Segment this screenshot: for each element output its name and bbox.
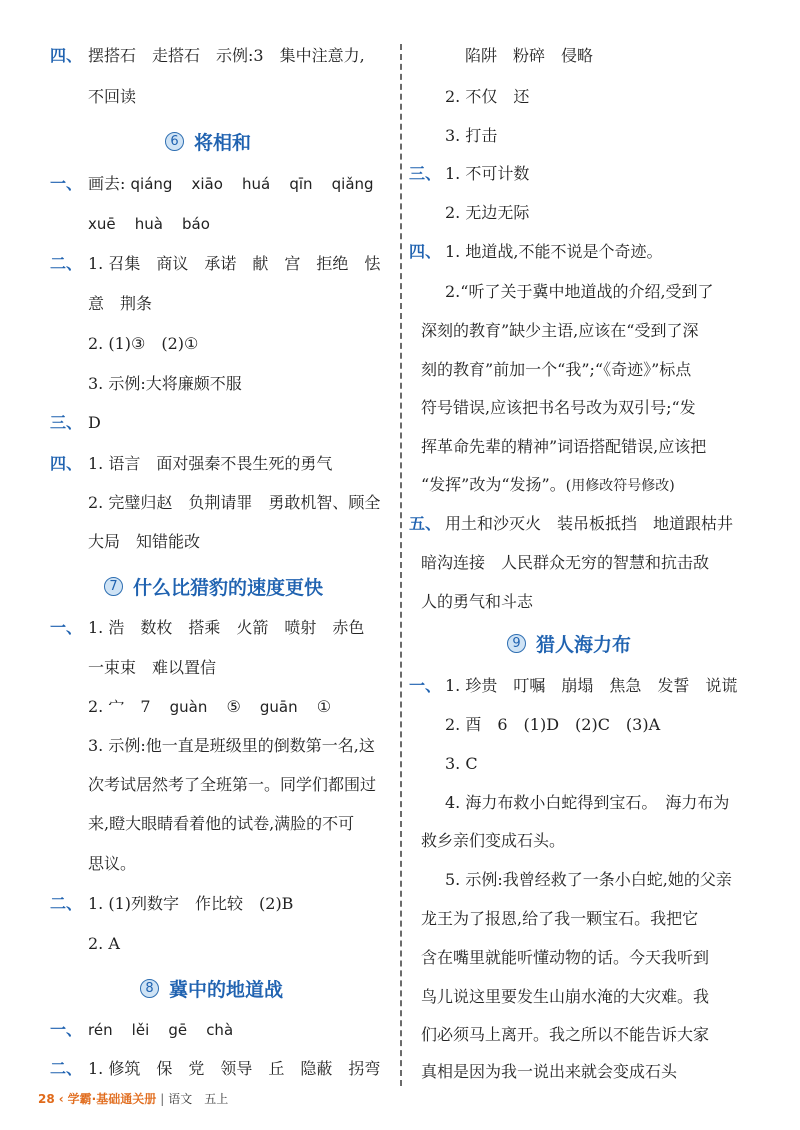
answer-line: 真相是因为我一说出来就会变成石头 <box>421 1062 678 1081</box>
lesson-number-badge: 9 <box>507 634 526 653</box>
answer-line: 刻的教育”前加一个“我”;“《奇迹》”标点 <box>421 360 692 379</box>
answer-line: 思议。 <box>88 854 137 873</box>
page-footer <box>38 1090 228 1107</box>
answer-text: ⑤ <box>226 697 241 716</box>
answer-line: 3. 打击 <box>445 126 498 145</box>
answer-line: 龙王为了报恩,给了我一颗宝石。我把它 <box>421 909 699 928</box>
pinyin: chà <box>206 1021 234 1039</box>
section-label: 一、 <box>50 174 83 193</box>
answer-line: 人的勇气和斗志 <box>421 592 534 611</box>
answer-line: 2. 不仅 还 <box>445 87 530 106</box>
section-label: 四、 <box>50 454 83 473</box>
section-label: 五、 <box>409 514 442 533</box>
answer-line: 3. C <box>445 754 478 773</box>
answer-line <box>88 174 374 194</box>
answer-line: 2.“听了关于冀中地道战的介绍,受到了 <box>445 282 714 301</box>
answer-line: 2. (1)③ (2)① <box>88 334 199 353</box>
answer-line: 4. 海力布救小白蛇得到宝石。 海力布为 <box>445 793 730 812</box>
answer-line: 1. 珍贵 叮嘱 崩塌 焦急 发誓 说谎 <box>445 676 738 695</box>
section-label: 二、 <box>50 254 83 273</box>
pinyin: guàn <box>169 698 208 716</box>
answer-line: 1. 地道战,不能不说是个奇迹。 <box>445 242 663 261</box>
pinyin: lěi <box>131 1021 150 1039</box>
answer-line: 不回读 <box>88 87 137 106</box>
column-divider <box>400 44 402 1086</box>
lesson-8-title <box>140 975 283 1001</box>
answer-text: ① <box>316 697 332 716</box>
page-number: 28 <box>38 1091 55 1106</box>
section-label: 四、 <box>409 242 442 261</box>
pinyin: qīn <box>289 175 313 193</box>
answer-text: 画去: <box>88 174 126 193</box>
section-label: 三、 <box>50 413 83 432</box>
pinyin: qiáng <box>130 175 173 193</box>
answer-line: 用土和沙灭火 装吊板抵挡 地道跟枯井 <box>445 514 734 533</box>
lesson-title-text: 冀中的地道战 <box>169 978 284 1001</box>
answer-line <box>88 1020 233 1040</box>
answer-line: 5. 示例:我曾经救了一条小白蛇,她的父亲 <box>445 870 732 889</box>
answer-line: 1. 不可计数 <box>445 164 530 183</box>
lesson-7-title <box>104 573 323 599</box>
section-label: 一、 <box>409 676 442 695</box>
answer-text: 2. 宀 7 <box>88 697 151 716</box>
section-label: 二、 <box>50 894 83 913</box>
answer-line: 2. 完璧归赵 负荆请罪 勇敢机智、顾全 <box>88 493 381 512</box>
answer-line: 3. 示例:他一直是班级里的倒数第一名,这 <box>88 736 375 755</box>
answer-line: 1. 浩 数枚 搭乘 火箭 喷射 赤色 <box>88 618 365 637</box>
pinyin: xiāo <box>191 175 223 193</box>
section-label: 四、 <box>50 46 83 65</box>
pinyin: huá <box>242 175 271 193</box>
answer-line: 2. 无边无际 <box>445 203 530 222</box>
lesson-title-text: 猎人海力布 <box>536 633 632 656</box>
answer-line: 次考试居然考了全班第一。同学们都围过 <box>88 775 377 794</box>
lesson-number-badge: 8 <box>140 979 159 998</box>
footer-separator: | <box>160 1091 165 1106</box>
pinyin: xuē <box>88 215 116 233</box>
answer-line: 1. 召集 商议 承诺 献 宫 拒绝 怯 <box>88 254 381 273</box>
book-brand: 学霸·基础通关册 <box>67 1092 157 1106</box>
answer-line: 一束束 难以置信 <box>88 658 217 677</box>
answer-line: 1. 语言 面对强秦不畏生死的勇气 <box>88 454 333 473</box>
answer-line: 救乡亲们变成石头。 <box>421 831 566 850</box>
lesson-number-badge: 7 <box>104 577 123 596</box>
lesson-title-text: 什么比猎豹的速度更快 <box>133 576 324 599</box>
answer-line: 含在嘴里就能听懂动物的话。今天我听到 <box>421 948 710 967</box>
section-label: 一、 <box>50 618 83 637</box>
answer-line <box>88 697 331 717</box>
pinyin: huà <box>134 215 163 233</box>
answer-line: 陷阱 粉碎 侵略 <box>465 46 594 65</box>
section-label: 三、 <box>409 164 442 183</box>
answer-line: 暗沟连接 人民群众无穷的智慧和抗击敌 <box>421 553 710 572</box>
answer-line <box>421 475 675 496</box>
answer-line: 挥革命先辈的精神”词语搭配错误,应该把 <box>421 437 707 456</box>
answer-text: “发挥”改为“发扬”。 <box>421 475 566 494</box>
lesson-9-title <box>507 630 631 656</box>
lesson-number-badge: 6 <box>165 132 184 151</box>
pinyin: guān <box>259 698 298 716</box>
book-subject: 语文 五上 <box>168 1092 229 1106</box>
section-label: 二、 <box>50 1059 83 1078</box>
answer-line: 2. A <box>88 934 120 953</box>
lesson-title-text: 将相和 <box>194 131 252 154</box>
answer-line <box>88 214 210 234</box>
answer-line: D <box>88 413 101 432</box>
answer-line: 2. 酉 6 (1)D (2)C (3)A <box>445 715 661 734</box>
pinyin: gē <box>168 1021 188 1039</box>
note-text: (用修改符号修改) <box>565 478 675 494</box>
answer-line: 3. 示例:大将廉颇不服 <box>88 374 242 393</box>
pinyin: qiǎng <box>331 175 374 193</box>
lesson-6-title <box>165 128 251 154</box>
chevron-left-icon: ‹ <box>58 1091 64 1106</box>
answer-line: 意 荆条 <box>88 294 153 313</box>
answer-line: 大局 知错能改 <box>88 532 201 551</box>
pinyin: rén <box>88 1021 113 1039</box>
answer-line: 符号错误,应该把书名号改为双引号;“发 <box>421 398 696 417</box>
answer-line: 1. 修筑 保 党 领导 丘 隐蔽 拐弯 <box>88 1059 381 1078</box>
answer-line: 摆搭石 走搭石 示例:3 集中注意力, <box>88 46 365 65</box>
pinyin: báo <box>182 215 210 233</box>
section-label: 一、 <box>50 1020 83 1039</box>
answer-line: 们必须马上离开。我之所以不能告诉大家 <box>421 1025 710 1044</box>
answer-line: 深刻的教育”缺少主语,应该在“受到了深 <box>421 321 699 340</box>
answer-line: 1. (1)列数字 作比较 (2)B <box>88 894 294 913</box>
answer-line: 来,瞪大眼睛看着他的试卷,满脸的不可 <box>88 814 355 833</box>
answer-line: 鸟儿说这里要发生山崩水淹的大灾难。我 <box>421 987 710 1006</box>
